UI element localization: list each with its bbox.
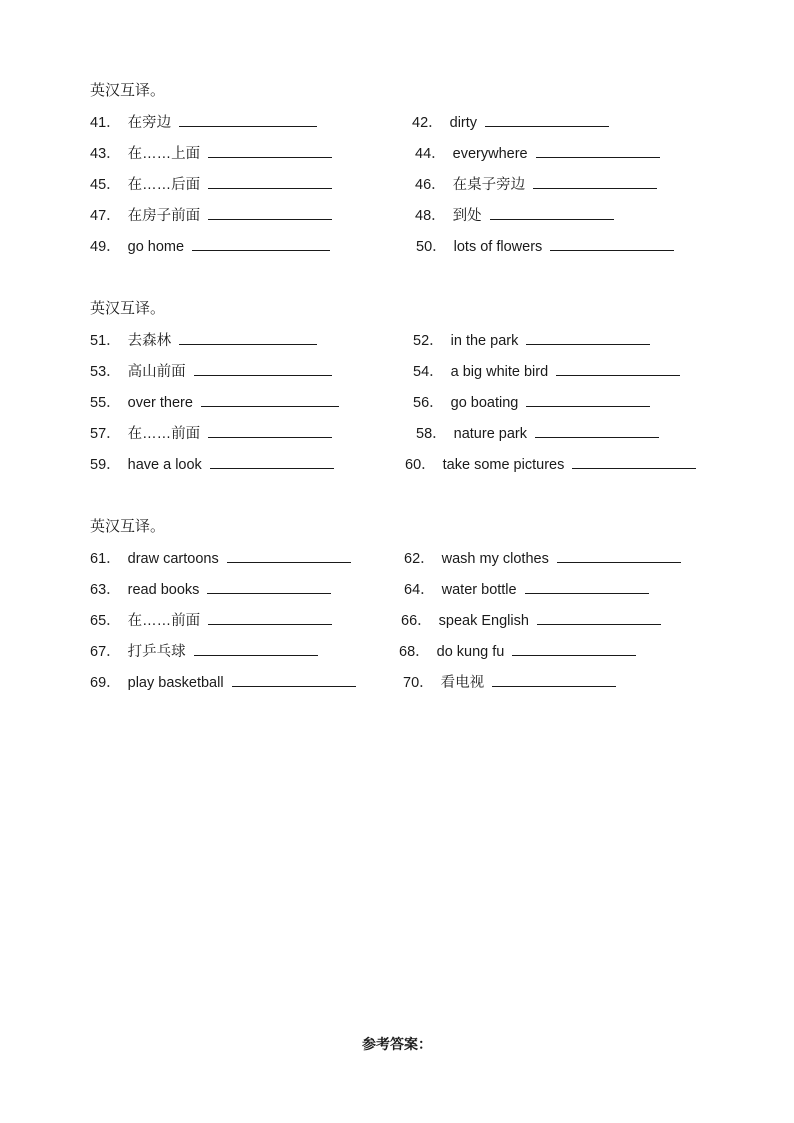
exercise-item-60: 60． take some pictures — [405, 453, 696, 476]
answer-blank[interactable] — [557, 547, 681, 563]
exercise-item-52: 52． in the park — [413, 329, 650, 352]
exercise-item-45: 45． 在……后面 — [90, 173, 332, 196]
answer-blank[interactable] — [179, 329, 317, 345]
answer-blank[interactable] — [194, 640, 318, 656]
answer-blank[interactable] — [485, 111, 609, 127]
exercise-item-70: 70． 看电视 — [403, 671, 616, 694]
answer-blank[interactable] — [208, 204, 332, 220]
exercise-item-55: 55． over there — [90, 391, 339, 414]
exercise-item-58: 58． nature park — [416, 422, 659, 445]
answer-blank[interactable] — [512, 640, 636, 656]
answer-blank[interactable] — [556, 360, 680, 376]
section-title: 英汉互译。 — [90, 518, 166, 535]
answer-blank[interactable] — [208, 609, 332, 625]
answer-blank[interactable] — [533, 173, 657, 189]
answer-blank[interactable] — [210, 453, 334, 469]
answer-blank[interactable] — [208, 173, 332, 189]
answer-blank[interactable] — [525, 578, 649, 594]
answer-blank[interactable] — [572, 453, 696, 469]
exercise-item-56: 56． go boating — [413, 391, 650, 414]
answer-blank[interactable] — [537, 609, 661, 625]
answer-blank[interactable] — [535, 422, 659, 438]
answer-blank[interactable] — [526, 329, 650, 345]
exercise-item-44: 44． everywhere — [415, 142, 660, 165]
exercise-item-64: 64． water bottle — [404, 578, 649, 601]
exercise-item-41: 41． 在旁边 — [90, 111, 317, 134]
exercise-item-51: 51． 去森林 — [90, 329, 317, 352]
answer-blank[interactable] — [227, 547, 351, 563]
exercise-item-46: 46． 在桌子旁边 — [415, 173, 657, 196]
exercise-item-63: 63． read books — [90, 578, 331, 601]
exercise-item-42: 42． dirty — [412, 111, 609, 134]
exercise-item-43: 43． 在……上面 — [90, 142, 332, 165]
exercise-item-54: 54． a big white bird — [413, 360, 680, 383]
section-title: 英汉互译。 — [90, 300, 166, 317]
answer-blank[interactable] — [232, 671, 356, 687]
exercise-item-49: 49． go home — [90, 235, 330, 258]
answer-key-heading: 参考答案： — [362, 1036, 432, 1052]
exercise-item-62: 62． wash my clothes — [404, 547, 681, 570]
section-title: 英汉互译。 — [90, 82, 166, 99]
answer-blank[interactable] — [208, 422, 332, 438]
exercise-item-67: 67． 打乒乓球 — [90, 640, 318, 663]
answer-blank[interactable] — [490, 204, 614, 220]
exercise-item-47: 47． 在房子前面 — [90, 204, 332, 227]
answer-blank[interactable] — [526, 391, 650, 407]
exercise-item-61: 61． draw cartoons — [90, 547, 351, 570]
exercise-item-57: 57． 在……前面 — [90, 422, 332, 445]
exercise-item-65: 65． 在……前面 — [90, 609, 332, 632]
exercise-item-66: 66． speak English — [401, 609, 661, 632]
answer-blank[interactable] — [194, 360, 332, 376]
answer-blank[interactable] — [192, 235, 330, 251]
exercise-item-50: 50． lots of flowers — [416, 235, 674, 258]
exercise-item-53: 53． 高山前面 — [90, 360, 332, 383]
section-1 — [90, 80, 730, 266]
answer-blank[interactable] — [536, 142, 660, 158]
exercise-item-48: 48． 到处 — [415, 204, 614, 227]
section-2 — [90, 298, 730, 484]
answer-blank[interactable] — [207, 578, 331, 594]
answer-blank[interactable] — [201, 391, 339, 407]
exercise-item-68: 68． do kung fu — [399, 640, 636, 663]
exercise-item-59: 59． have a look — [90, 453, 334, 476]
answer-blank[interactable] — [208, 142, 332, 158]
exercise-item-69: 69． play basketball — [90, 671, 356, 694]
answer-blank[interactable] — [492, 671, 616, 687]
answer-blank[interactable] — [179, 111, 317, 127]
answer-blank[interactable] — [550, 235, 674, 251]
section-3 — [90, 516, 730, 702]
